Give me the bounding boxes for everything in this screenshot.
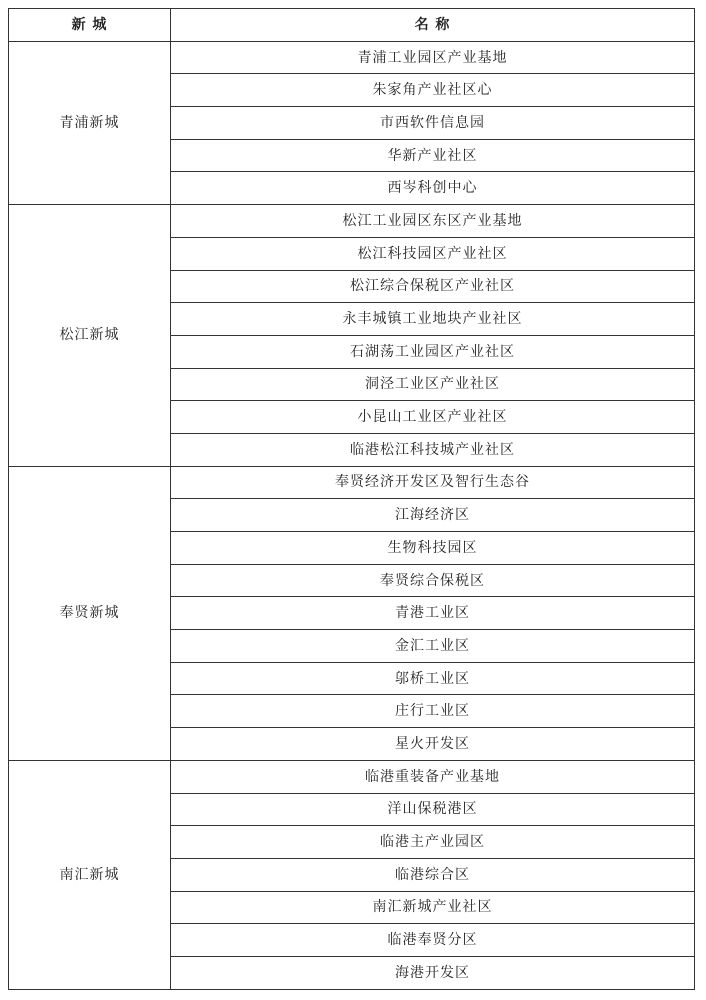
new-city-cell: 松江新城 [9,205,171,467]
zone-name-cell: 石湖荡工业园区产业社区 [171,335,695,368]
zone-name-cell: 临港重装备产业基地 [171,760,695,793]
zone-name-cell: 庄行工业区 [171,695,695,728]
zone-name-cell: 奉贤综合保税区 [171,564,695,597]
zone-name-cell: 邬桥工业区 [171,662,695,695]
header-name: 名 称 [171,9,695,42]
table-body [9,41,695,989]
zone-name-cell: 临港主产业园区 [171,826,695,859]
table-row [9,466,695,499]
zone-name-cell: 永丰城镇工业地块产业社区 [171,303,695,336]
zone-name-cell: 生物科技园区 [171,532,695,565]
zone-name-cell: 金汇工业区 [171,630,695,663]
new-city-zones-table [8,8,695,990]
zone-name-cell: 奉贤经济开发区及智行生态谷 [171,466,695,499]
zone-name-cell: 南汇新城产业社区 [171,891,695,924]
zone-name-cell: 华新产业社区 [171,139,695,172]
new-city-cell: 南汇新城 [9,760,171,989]
table-row [9,760,695,793]
zone-name-cell: 青浦工业园区产业基地 [171,41,695,74]
zone-name-cell: 市西软件信息园 [171,107,695,140]
zone-name-cell: 松江科技园区产业社区 [171,237,695,270]
zone-name-cell: 洞泾工业区产业社区 [171,368,695,401]
new-city-cell: 青浦新城 [9,41,171,204]
zone-name-cell: 朱家角产业社区心 [171,74,695,107]
zone-name-cell: 小昆山工业区产业社区 [171,401,695,434]
zone-name-cell: 洋山保税港区 [171,793,695,826]
zone-name-cell: 松江综合保税区产业社区 [171,270,695,303]
new-city-cell: 奉贤新城 [9,466,171,760]
zone-name-cell: 西岑科创中心 [171,172,695,205]
zone-name-cell: 松江工业园区东区产业基地 [171,205,695,238]
zone-name-cell: 临港综合区 [171,858,695,891]
zone-name-cell: 青港工业区 [171,597,695,630]
zone-name-cell: 江海经济区 [171,499,695,532]
zone-name-cell: 临港奉贤分区 [171,924,695,957]
zone-name-cell: 海港开发区 [171,956,695,989]
table-row [9,41,695,74]
zone-name-cell: 临港松江科技城产业社区 [171,433,695,466]
table-row [9,205,695,238]
zone-name-cell: 星火开发区 [171,728,695,761]
table-header-row [9,9,695,42]
header-city: 新 城 [9,9,171,42]
